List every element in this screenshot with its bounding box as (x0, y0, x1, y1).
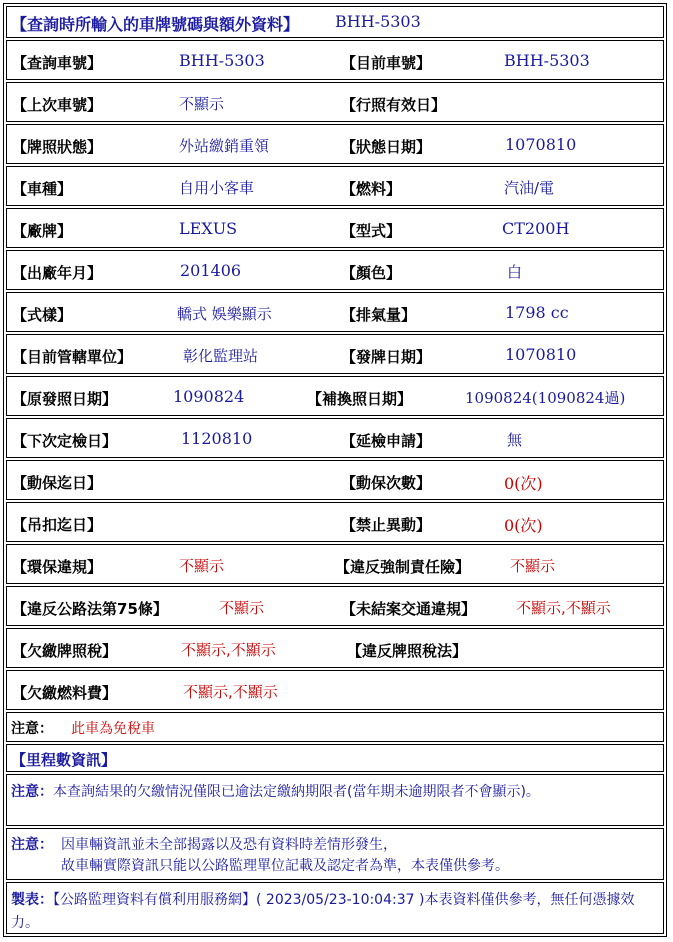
unpaid-fuel-label: 【欠繳燃料費】 (12, 684, 118, 702)
traffic-violation-value: 不顯示,不顯示 (516, 599, 611, 617)
brand-label: 【廠牌】 (12, 222, 73, 240)
row-brand (6, 208, 664, 248)
office-label: 【目前管轄單位】 (12, 348, 133, 366)
row-unpaid-tax (6, 628, 664, 668)
mileage-title: 【里程數資訊】 (11, 751, 117, 769)
defer-value: 無 (507, 431, 523, 449)
row-vehicle-type (6, 166, 664, 206)
unpaid-tax-label: 【欠繳牌照稅】 (12, 642, 118, 660)
row-env (6, 544, 664, 584)
header-row (6, 6, 664, 38)
notice-1-label: 注意： (11, 721, 53, 737)
tax-free-notice (6, 712, 664, 742)
prev-plate-label: 【上次車號】 (12, 96, 103, 114)
displacement-value: 1798 cc (505, 303, 569, 322)
notice-2-label: 注意： (11, 784, 53, 800)
row-prev-plate (6, 82, 664, 122)
next-inspect-label: 【下次定檢日】 (12, 432, 118, 450)
license-valid-label: 【行照有效日】 (341, 96, 447, 114)
brand-value: LEXUS (179, 219, 238, 238)
style-label: 【式樣】 (12, 306, 73, 324)
mortgage-count-label: 【動保次數】 (341, 474, 432, 492)
issue-date-value: 1070810 (505, 345, 577, 364)
mileage-section (6, 744, 664, 772)
fuel-value: 汽油/電 (504, 179, 555, 197)
color-value: 白 (507, 263, 523, 281)
unpaid-tax-value: 不顯示,不顯示 (181, 641, 276, 659)
mortgage-count-value: 0(次) (504, 474, 543, 493)
footer-text: 本表資料僅供參考，無任何憑據效力。 (11, 892, 635, 931)
notice-3-line-2: 故車輛實際資訊只能以公路監理單位記載及認定者為準，本表僅供參考。 (61, 858, 509, 874)
row-next-inspect (6, 418, 664, 458)
traffic-violation-label: 【未結案交通違規】 (341, 600, 477, 618)
tax-law-label: 【違反牌照稅法】 (347, 642, 468, 660)
ban-transfer-label: 【禁止異動】 (341, 516, 432, 534)
insurance-violation-value: 不顯示 (510, 557, 556, 575)
notice-3-label: 注意： (11, 837, 53, 853)
suspend-end-label: 【吊扣迄日】 (12, 516, 103, 534)
reissue-label: 【補換照日期】 (307, 390, 413, 408)
next-inspect-value: 1120810 (181, 429, 253, 448)
plate-status-value: 外站繳銷重領 (179, 137, 270, 155)
query-plate-label: 【查詢車號】 (12, 54, 103, 72)
arrears-notice (6, 774, 664, 826)
vehicle-type-label: 【車種】 (12, 180, 73, 198)
report-footer (6, 882, 664, 934)
displacement-label: 【排氣量】 (341, 306, 417, 324)
row-unpaid-fuel (6, 670, 664, 710)
row-suspend (6, 502, 664, 542)
status-date-value: 1070810 (505, 135, 577, 154)
model-value: CT200H (502, 219, 570, 238)
row-style (6, 292, 664, 332)
reissue-value: 1090824(1090824過) (465, 389, 626, 407)
status-date-label: 【狀態日期】 (341, 138, 432, 156)
plate-status-label: 【牌照狀態】 (12, 138, 103, 156)
env-violation-label: 【環保違規】 (12, 558, 103, 576)
road-law-value: 不顯示 (219, 599, 265, 617)
prev-plate-value: 不顯示 (179, 95, 225, 113)
row-mfg (6, 250, 664, 290)
row-road-law (6, 586, 664, 626)
footer-label: 製表： (11, 892, 53, 908)
notice-3-line-1: 因車輛資訊並未全部揭露以及恐有資料時差情形發生， (61, 837, 397, 853)
defer-label: 【延檢申請】 (341, 432, 432, 450)
ban-transfer-value: 0(次) (504, 516, 543, 535)
row-office (6, 334, 664, 374)
footer-source: 【公路監理資料有償利用服務網】 (53, 892, 256, 908)
mortgage-end-label: 【動保迄日】 (12, 474, 103, 492)
current-plate-value: BHH-5303 (504, 51, 590, 70)
env-violation-value: 不顯示 (179, 557, 225, 575)
disclaimer-notice (6, 828, 664, 880)
header-title: 【查詢時所輸入的車牌號碼與額外資料】 (11, 15, 300, 34)
vehicle-type-value: 自用小客車 (179, 179, 255, 197)
notice-2-text: 本查詢結果的欠繳情況僅限已逾法定繳納期限者(當年期未逾期限者不會顯示)。 (53, 784, 540, 800)
color-label: 【顏色】 (341, 264, 402, 282)
row-plate (6, 40, 664, 80)
issue-date-label: 【發牌日期】 (341, 348, 432, 366)
road-law-label: 【違反公路法第75條】 (12, 600, 168, 618)
style-value: 轎式 娛樂顯示 (177, 305, 272, 323)
notice-1-text: 此車為免稅車 (71, 721, 155, 737)
fuel-label: 【燃料】 (341, 180, 402, 198)
header-plate: BHH-5303 (335, 12, 421, 31)
footer-timestamp: ( 2023/05/23-10:04:37 ) (256, 892, 425, 908)
row-plate-status (6, 124, 664, 164)
office-value: 彰化監理站 (183, 347, 259, 365)
insurance-violation-label: 【違反強制責任險】 (335, 558, 471, 576)
query-plate-value: BHH-5303 (179, 51, 265, 70)
current-plate-label: 【目前車號】 (341, 54, 432, 72)
orig-issue-value: 1090824 (173, 387, 245, 406)
row-mortgage (6, 460, 664, 500)
orig-issue-label: 【原發照日期】 (12, 390, 118, 408)
row-orig-issue (6, 376, 664, 416)
mfg-date-label: 【出廠年月】 (12, 264, 103, 282)
mfg-date-value: 201406 (180, 261, 242, 280)
unpaid-fuel-value: 不顯示,不顯示 (183, 683, 278, 701)
model-label: 【型式】 (341, 222, 402, 240)
